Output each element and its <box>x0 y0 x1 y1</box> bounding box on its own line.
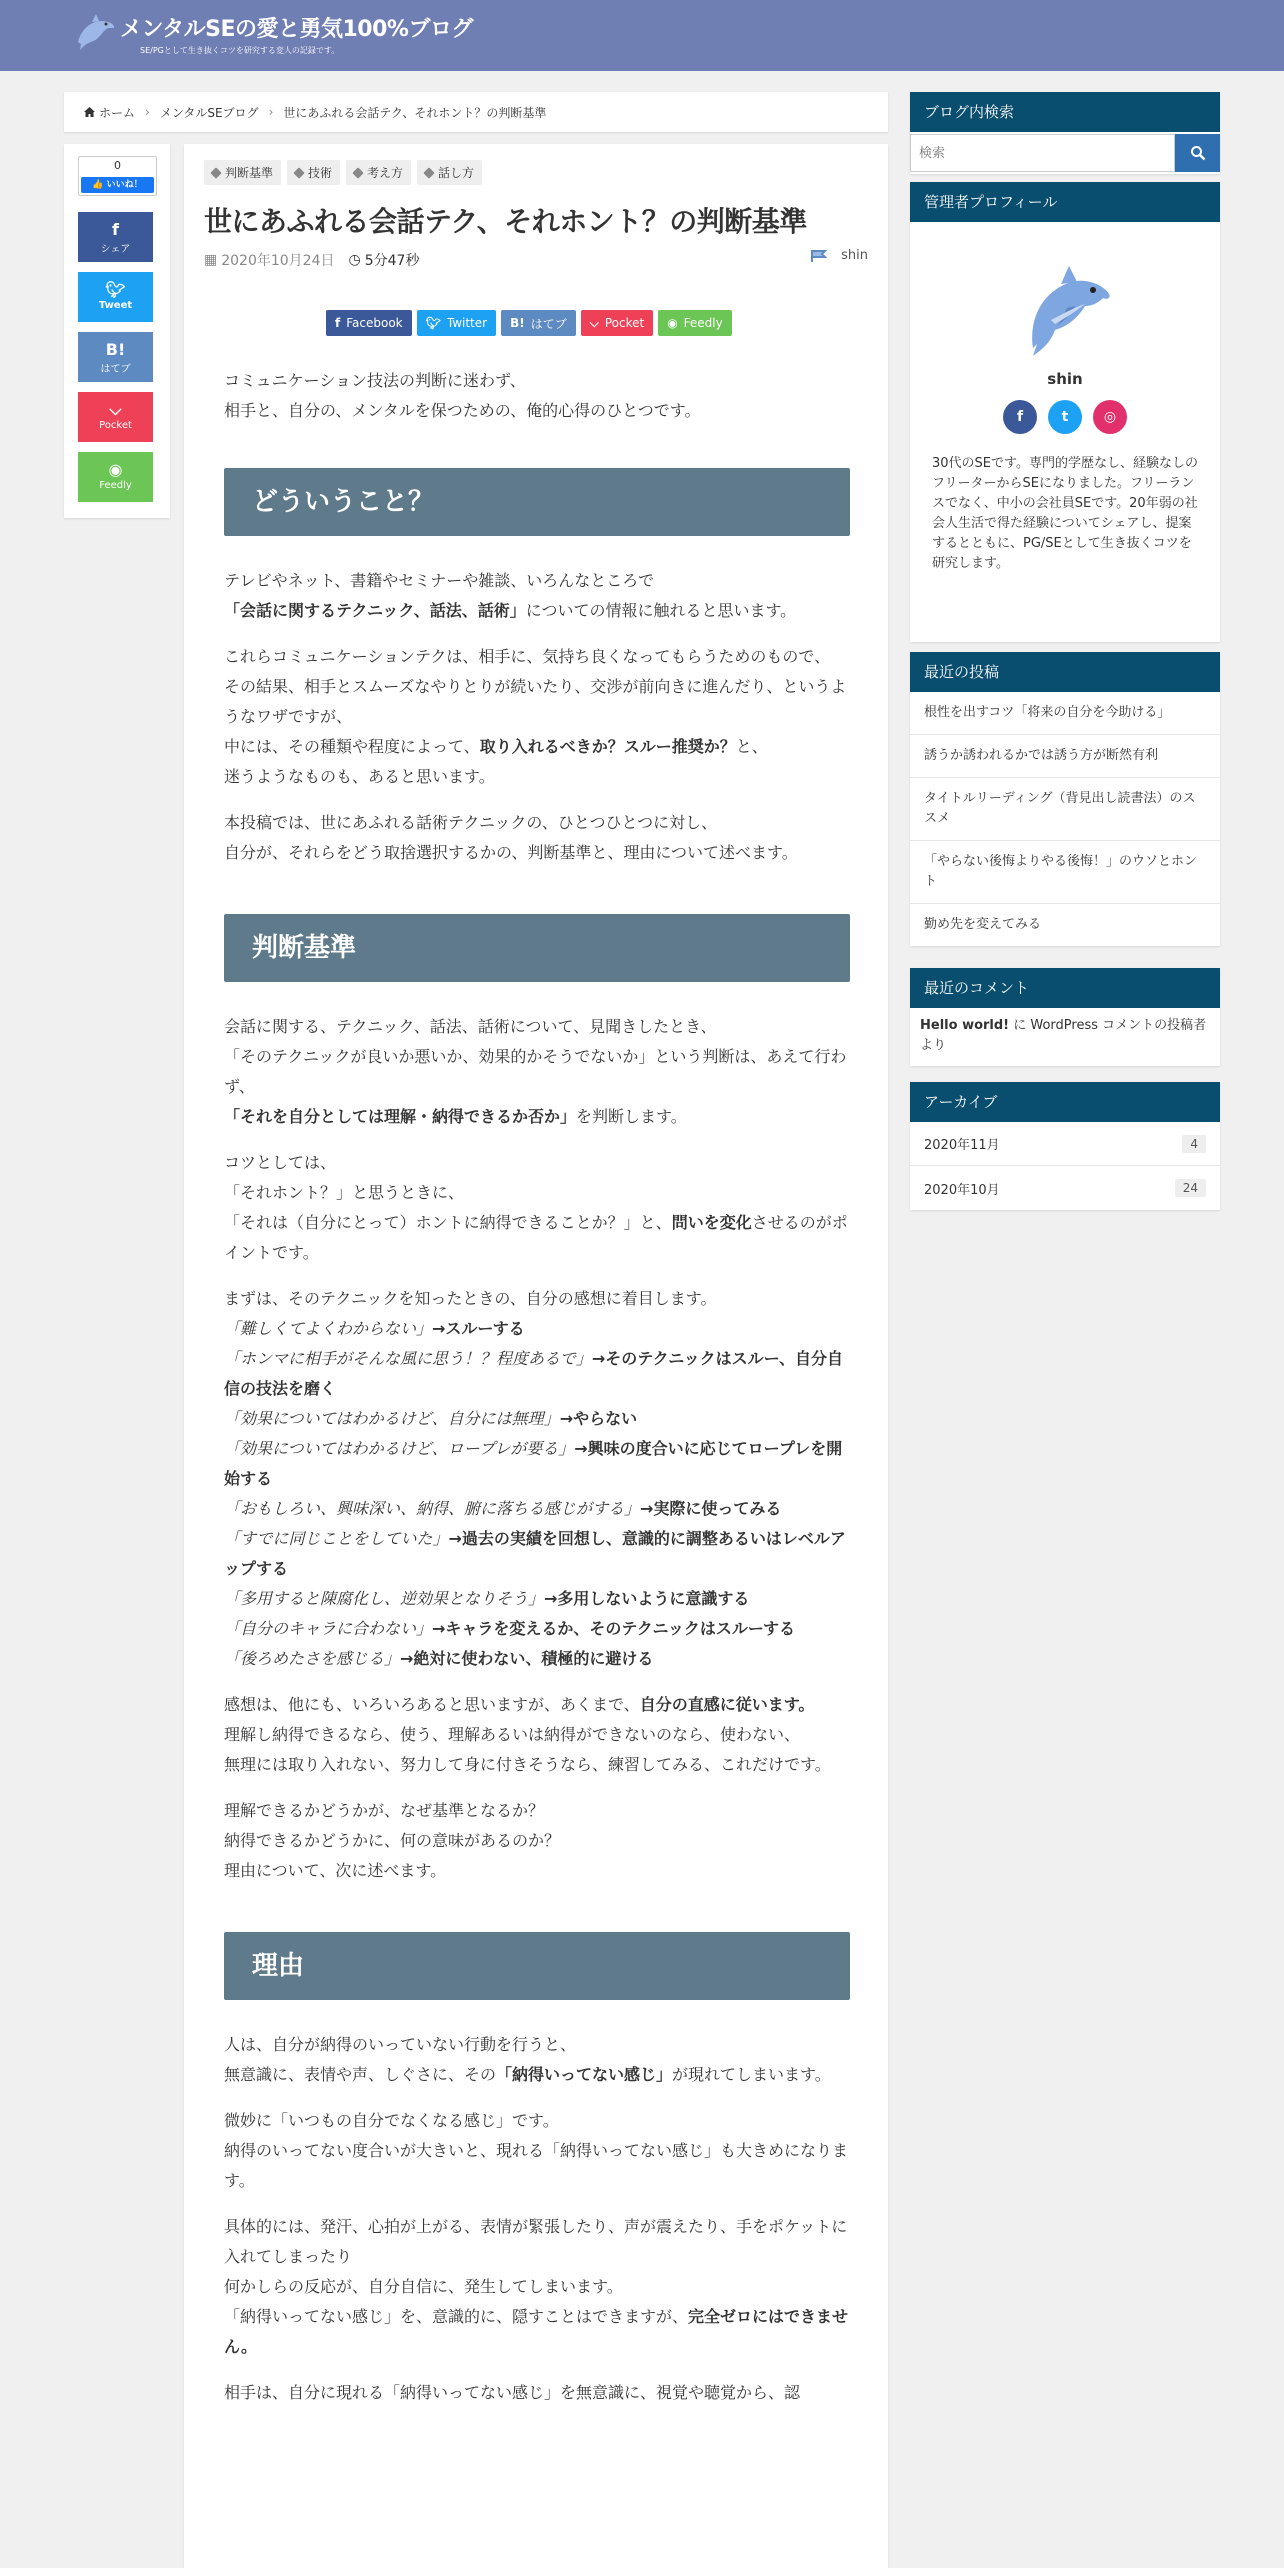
widget-title: アーカイブ <box>910 1082 1220 1122</box>
italic-text: 「すでに同じことをしていた」 <box>224 1529 449 1548</box>
comment-author[interactable]: WordPress コメントの投稿者 <box>1030 1018 1207 1033</box>
text: 相手と、自分の、メンタルを保つための、俺的心得のひとつです。 <box>224 401 701 420</box>
text: させるのがポイントです。 <box>224 1213 848 1262</box>
bold-text: 完全ゼロにはできません。 <box>224 2307 849 2356</box>
italic-text: 「効果についてはわかるけど、ロープレが要る」 <box>224 1439 575 1458</box>
archive-link[interactable] <box>910 1122 1220 1166</box>
rss-icon: ◉ <box>667 316 678 330</box>
archive-count: 4 <box>1182 1135 1206 1153</box>
hatena-share-button[interactable] <box>501 310 576 336</box>
widget-title: 管理者プロフィール <box>910 182 1220 222</box>
text: 理解し納得できるなら、使う、理解あるいは納得ができないのなら、使わない、 <box>224 1725 801 1744</box>
facebook-like-box[interactable] <box>78 156 157 196</box>
text: 微妙に「いつもの自分でなくなる感じ」です。 <box>224 2111 559 2130</box>
breadcrumb-separator-icon: › <box>268 105 274 119</box>
breadcrumb <box>64 92 888 132</box>
twitter-share-button[interactable] <box>417 310 496 336</box>
recent-comments-widget <box>910 968 1220 1066</box>
tag-label: 判断基準 <box>225 166 274 180</box>
search-widget <box>910 92 1220 174</box>
profile-widget <box>910 182 1220 642</box>
tag-icon <box>423 167 434 178</box>
archive-link[interactable] <box>910 1166 1220 1210</box>
tag[interactable] <box>287 160 340 185</box>
site-logo[interactable] <box>72 12 473 56</box>
text: テレビやネット、書籍やセミナーや雑談、いろんなところで <box>224 571 655 590</box>
twitter-share-button[interactable] <box>78 272 153 322</box>
paragraph <box>224 2106 850 2196</box>
hatena-label: はてブ <box>530 316 567 331</box>
tag-label: 話し方 <box>438 166 475 180</box>
like-button[interactable] <box>81 177 154 193</box>
text: コツとしては、 <box>224 1153 337 1172</box>
post-date: 2020年10月24日 <box>221 253 335 269</box>
tag-label: 技術 <box>308 166 333 180</box>
section-heading: 理由 <box>224 1932 850 2000</box>
text: 理解できるかどうかが、なぜ基準となるか？ <box>224 1801 545 1820</box>
recent-post-link[interactable]: 誘うか誘われるかでは誘う方が断然有利 <box>910 735 1220 778</box>
search-button[interactable] <box>1175 134 1220 172</box>
thumbs-up-icon: 👍 <box>92 180 107 190</box>
twitter-icon: 🐦︎ <box>105 280 126 299</box>
hatena-share-label: はてブ <box>100 364 131 375</box>
search-icon <box>1190 145 1206 161</box>
paragraph <box>224 2030 850 2090</box>
text: これらコミュニケーションテクは、相手に、気持ち良くなってもらうためのもので、 <box>224 647 831 666</box>
tag[interactable] <box>204 160 281 185</box>
pocket-icon: ⌵ <box>589 315 599 330</box>
twitter-icon: 🐦︎ <box>425 316 441 330</box>
share-column <box>64 144 170 518</box>
text: が現れてしまいます。 <box>672 2065 831 2084</box>
author-name[interactable]: shin <box>841 248 868 263</box>
text: 相手は、自分に現れる「納得いってない感じ」を無意識に、視覚や聴覚から、認 <box>224 2383 801 2402</box>
tag-icon <box>210 167 221 178</box>
text: 会話に関する、テクニック、話法、話術について、見聞きしたとき、 <box>224 1017 717 1036</box>
italic-text: 「効果についてはわかるけど、自分には無理」 <box>224 1409 560 1428</box>
facebook-share-button[interactable] <box>326 310 412 336</box>
section-heading: 判断基準 <box>224 914 850 982</box>
read-time: 5分47秒 <box>364 253 420 269</box>
breadcrumb-current: 世にあふれる会話テク、それホント？の判断基準 <box>283 105 547 120</box>
paragraph <box>224 808 850 868</box>
twitter-label: Twitter <box>446 316 488 330</box>
twitter-icon[interactable]: t <box>1048 400 1082 434</box>
bold-text: →やらない <box>559 1409 638 1428</box>
text: 無意識に、表情や声、しぐさに、その <box>224 2065 497 2084</box>
site-title[interactable]: メンタルSEの愛と勇気100%ブログ <box>120 17 473 42</box>
home-icon <box>84 107 95 117</box>
profile-name: shin <box>1047 370 1083 388</box>
like-label: いいね！ <box>106 180 143 190</box>
article <box>184 144 888 2568</box>
bold-text: →過去の実績を回想し、意識的に調整あるいはレベルアップする <box>224 1529 846 1578</box>
facebook-icon[interactable]: f <box>1003 400 1037 434</box>
archive-month: 2020年11月 <box>924 1138 1000 1153</box>
dolphin-avatar-icon <box>1011 260 1119 360</box>
facebook-share-label: シェア <box>100 244 131 255</box>
text: 中には、その種類や程度によって、 <box>224 737 480 756</box>
feedly-share-button[interactable] <box>658 310 732 336</box>
paragraph <box>224 2212 850 2362</box>
facebook-share-button[interactable] <box>78 212 153 262</box>
social-links <box>910 400 1220 434</box>
bold-text: →実際に使ってみる <box>640 1499 782 1518</box>
italic-text: 「難しくてよくわからない」 <box>224 1319 433 1338</box>
text: 何かしらの反応が、自分自信に、発生してしまいます。 <box>224 2277 623 2296</box>
recent-post-link[interactable]: 「やらない後悔よりやる後悔！」のウソとホント <box>910 841 1220 904</box>
widget-title: 最近のコメント <box>910 968 1220 1008</box>
tag[interactable] <box>417 160 482 185</box>
text: を判断します。 <box>576 1107 687 1126</box>
breadcrumb-home[interactable]: ホーム <box>99 105 136 120</box>
bold-text: →そのテクニックはスルー、自分自信の技法を磨く <box>224 1349 844 1398</box>
search-input[interactable] <box>910 134 1175 172</box>
hatena-icon: B! <box>510 316 525 330</box>
breadcrumb-separator-icon: › <box>145 105 150 119</box>
facebook-label: Facebook <box>346 316 403 330</box>
recent-post-link[interactable]: タイトルリーディング（背見出し読書法）のススメ <box>910 778 1220 841</box>
site-header <box>0 0 1284 71</box>
text: その結果、相手とスムーズなやりとりが続いたり、交渉が前向きに進んだり、というようなワザですが、 <box>224 677 847 726</box>
text: と、 <box>735 737 768 756</box>
text: 理由について、次に述べます。 <box>224 1861 447 1880</box>
text: 無理には取り入れない、努力して身に付きそうなら、練習してみる、これだけです。 <box>224 1755 831 1774</box>
text: 「それホント？」と思うときに、 <box>224 1183 465 1202</box>
pocket-icon: ⌵ <box>109 400 122 419</box>
italic-text: 「自分のキャラに合わない」 <box>224 1619 433 1638</box>
pocket-share-button[interactable] <box>78 392 153 442</box>
recent-comment <box>910 1008 1220 1066</box>
text: 「そのテクニックが良いか悪いか、効果的かそうでないか」という判断は、あえて行わず、 <box>224 1047 847 1096</box>
italic-text: 「後ろめたさを感じる」 <box>224 1649 401 1668</box>
bold-text: →多用しないように意識する <box>544 1589 750 1608</box>
feedly-share-label: Feedly <box>99 480 132 491</box>
text: 納得できるかどうかに、何の意味があるのか？ <box>224 1831 561 1850</box>
archive-count: 24 <box>1175 1179 1206 1197</box>
paragraph <box>224 2378 850 2408</box>
like-count: 0 <box>114 159 121 172</box>
widget-title: 最近の投稿 <box>910 652 1220 692</box>
text: 感想は、他にも、いろいろあると思いますが、あくまで、 <box>224 1695 640 1714</box>
italic-text: 「多用すると陳腐化し、逆効果となりそう」 <box>224 1589 545 1608</box>
bold-text: 取り入れるべきか？スルー推奨か？ <box>479 737 736 756</box>
hatena-share-button[interactable] <box>78 332 153 382</box>
bold-text: 問いを変化 <box>671 1213 752 1232</box>
section-heading: どういうこと？ <box>224 468 850 536</box>
bold-text: 「それを自分としては理解・納得できるか否か」 <box>224 1107 577 1126</box>
text: まずは、そのテクニックを知ったときの、自分の感想に着目します。 <box>224 1289 717 1308</box>
rss-icon: ◉ <box>108 460 123 479</box>
recent-post-link[interactable]: 根性を出すコツ「将来の自分を今助ける」 <box>910 692 1220 735</box>
comment-post-link[interactable]: Hello world! <box>920 1018 1010 1033</box>
archive-widget <box>910 1082 1220 1210</box>
tag-icon <box>352 167 363 178</box>
feedly-share-button[interactable] <box>78 452 153 502</box>
post-body <box>224 366 850 2424</box>
calendar-icon: ▦ <box>204 252 218 268</box>
tag[interactable] <box>346 160 411 185</box>
italic-text: 「おもしろい、興味深い、納得、腑に落ちる感じがする」 <box>224 1499 641 1518</box>
post-title: 世にあふれる会話テク、それホント？の判断基準 <box>204 205 807 238</box>
bold-text: 「納得いってない感じ」 <box>496 2065 673 2084</box>
text: 迷うようなものも、あると思います。 <box>224 767 495 786</box>
paragraph <box>224 1148 850 1268</box>
paragraph <box>224 566 850 626</box>
bold-text: →スルーする <box>432 1319 525 1338</box>
text: より <box>920 1038 947 1053</box>
text: 具体的には、発汗、心拍が上がる、表情が緊張したり、声が震えたり、手をポケットに入れてしまったり <box>224 2217 848 2266</box>
widget-title: ブログ内検索 <box>910 92 1220 132</box>
archive-month: 2020年10月 <box>924 1182 1000 1198</box>
text: 人は、自分が納得のいっていない行動を行うと、 <box>224 2035 577 2054</box>
bold-text: 「会話に関するテクニック、話法、話術」 <box>224 601 526 620</box>
tag-list <box>204 160 482 185</box>
hatena-icon: B! <box>105 340 126 359</box>
recent-posts-widget <box>910 652 1220 946</box>
instagram-icon[interactable]: ◎ <box>1093 400 1127 434</box>
dolphin-logo-icon <box>72 12 116 52</box>
pocket-label: Pocket <box>604 316 645 330</box>
text: コミュニケーション技法の判断に迷わず、 <box>224 371 526 390</box>
text: 納得のいってない度合いが大きいと、現れる「納得いってない感じ」も大きめになります。 <box>224 2141 849 2190</box>
post-meta <box>204 250 419 270</box>
clock-icon: ◷ <box>348 252 361 268</box>
breadcrumb-category[interactable]: メンタルSEブログ <box>159 105 259 120</box>
search-form <box>910 132 1220 174</box>
bold-text: →興味の度合いに応じてロープレを開始する <box>224 1439 843 1488</box>
profile-bio: 30代のSEです。専門的学歴なし、経験なしのフリーターからSEになりました。フリーランスでなく、中小の会社員SEです。20年弱の社会人生活で得た経験についてシェアし、提案するとともに、PG/SEとして生き抜くコツを研究します。 <box>932 456 1198 571</box>
pocket-share-button[interactable] <box>581 310 653 336</box>
text: 「納得いってない感じ」を、意識的に、隠すことはできますが、 <box>224 2307 689 2326</box>
site-tagline: SE/PGとして生き抜くコツを研究する変人の記録です。 <box>140 46 340 55</box>
text: 本投稿では、世にあふれる話術テクニックの、ひとつひとつに対し、 <box>224 813 718 832</box>
tag-icon <box>293 167 304 178</box>
paragraph <box>224 1284 850 1674</box>
twitter-share-label: Tweet <box>98 300 133 311</box>
author-flag-icon <box>811 250 827 262</box>
paragraph <box>224 642 850 792</box>
paragraph <box>224 1012 850 1132</box>
share-bar <box>326 310 732 336</box>
bold-text: 自分の直感に従います。 <box>639 1695 815 1714</box>
tag-label: 考え方 <box>367 166 404 180</box>
bold-text: →絶対に使わない、積極的に避ける <box>400 1649 654 1668</box>
post-author[interactable] <box>811 248 868 263</box>
pocket-share-label: Pocket <box>99 420 132 431</box>
text: についての情報に触れると思います。 <box>525 601 797 620</box>
text: 「それは（自分にとって）ホントに納得できることか？」と、 <box>224 1213 672 1232</box>
intro-paragraph <box>224 366 850 426</box>
facebook-icon: f <box>112 220 119 239</box>
facebook-icon: f <box>335 316 341 330</box>
feedly-label: Feedly <box>683 316 723 330</box>
paragraph <box>224 1796 850 1886</box>
text: に <box>1009 1018 1031 1033</box>
paragraph <box>224 1690 850 1780</box>
bold-text: →キャラを変えるか、そのテクニックはスルーする <box>432 1619 796 1638</box>
italic-text: 「ホンマに相手がそんな風に思う！？程度あるで」 <box>224 1349 592 1368</box>
recent-post-link[interactable]: 勤め先を変えてみる <box>924 917 1042 932</box>
text: 自分が、それらをどう取捨選択するかの、判断基準と、理由について述べます。 <box>224 843 798 862</box>
